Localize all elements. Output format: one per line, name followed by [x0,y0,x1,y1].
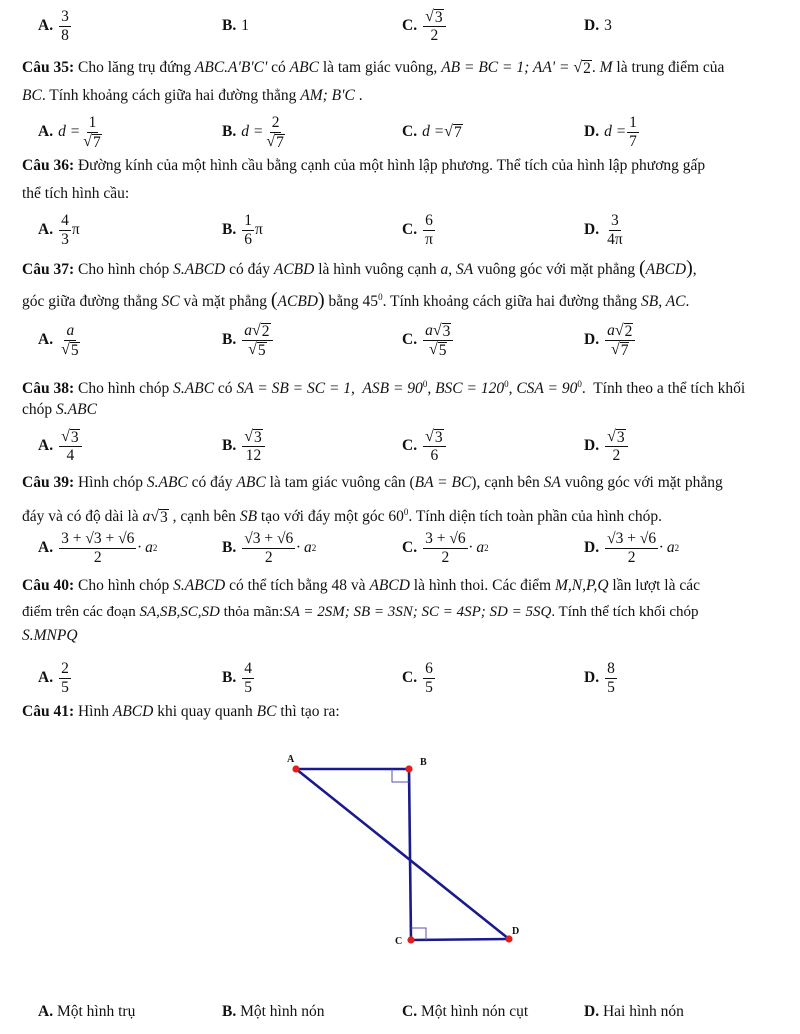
option-c [402,4,447,48]
sqrt: √ 2 [573,59,591,77]
math: M,N,P,Q [554,577,609,594]
math: SA = SB = SC = 1, ASB = 90 [236,380,423,398]
sqrt-arg: 5 [438,341,447,359]
option-text: Hai hình nón [599,1003,684,1020]
option-d [584,656,618,700]
math: d = [422,123,445,140]
denominator: 12 [245,446,262,464]
fraction [627,114,639,151]
option-a [38,990,135,1034]
text: tạo với đáy một góc 60 [257,508,404,526]
option-label: C. [402,123,418,140]
math: SA = 2SM; SB = 3SN; SC = 4SP; SD = 5SQ [283,604,552,620]
degree: 0 [504,379,509,389]
question-label: Câu 37: [22,261,75,278]
option-c [402,656,436,700]
math: SA,SB,SC,SD [139,604,220,620]
sqrt-arg: 3 [434,8,443,26]
denominator: 2 [627,548,636,566]
option-b [222,4,249,48]
math: ABCD [369,577,410,594]
pi: π [254,221,263,238]
option-label: B. [222,539,237,556]
label-a: A [287,754,295,765]
fraction [59,8,71,45]
fraction [59,212,71,249]
option-d [584,110,640,154]
option-a [38,526,157,570]
numerator: 4 [244,659,252,677]
numerator: a [66,321,75,339]
option-c [402,318,454,362]
option-label: C. [402,669,418,686]
question-40-line-1 [22,576,788,596]
text: và mặt phẳng [179,293,271,311]
option-label: B. [222,437,237,454]
denominator: 2 [430,26,439,44]
option-text: Một hình trụ [53,1003,136,1020]
sqrt-arg: 5 [257,341,266,359]
numerator: a [425,321,433,339]
degree: 0 [403,507,409,517]
option-label: A. [38,221,54,238]
sqrt-arg: 3 [254,428,262,446]
denominator: 2 [441,548,450,566]
option-label: A. [38,17,54,34]
option-label: B. [222,669,237,686]
math: SB [239,508,258,526]
numerator: 1 [629,113,637,131]
question-35-line-1 [22,58,788,78]
text: chóp [22,401,57,418]
option-d [584,424,629,468]
numerator: 2 [61,659,69,677]
fraction [423,530,468,567]
sqrt-arg: 3 [616,428,625,446]
option-label: D. [584,17,600,34]
text: điểm trên các đoạn [22,604,140,620]
text: . Tính diện tích toàn phần của hình chóp. [408,508,663,526]
text: Cho lăng trụ đứng [74,59,195,76]
math: BC [256,703,277,720]
fraction [242,212,254,249]
option-label: D. [584,123,600,140]
math: , CSA = 90 [508,380,578,398]
sqrt: √ 7 [444,123,462,141]
question-36-options [0,208,800,252]
edge-ad [296,769,509,939]
option-a [38,208,80,252]
question-36-line-1 [22,156,788,176]
option-label: A. [38,331,54,348]
sqrt-arg: 5 [70,341,79,359]
numerator: 4 [61,211,69,229]
point-b [405,765,412,772]
option-label: C. [402,221,418,238]
geometry-figure [270,740,540,960]
text: . [591,59,600,76]
math: ABC [289,59,319,76]
text: , [692,261,697,278]
fraction [605,530,658,567]
text: Cho hình chóp [74,261,174,278]
sqrt-arg: 7 [276,133,284,151]
option-b [222,990,325,1034]
math: , BSC = 120 [427,380,505,398]
option-label: D. [584,221,600,238]
sqrt: √ 3 [150,508,168,527]
denominator: 6 [430,446,439,464]
math: ABCD [112,703,154,720]
text: thì tạo ra: [276,703,340,720]
option-c [402,208,436,252]
text: có [267,59,290,76]
fraction: 1 √ 7 [83,113,101,151]
question-37-line-2: góc giữa đường thẳng SC và mặt phẳng (ACBD) bằng $45^0$. Tính khoảng cách giữa hai đường thẳng SB, AC. [22,289,690,312]
question-39-line-2 [22,502,788,527]
question-40-line-2 [22,602,788,622]
math: BC [22,87,42,104]
denominator: 4 [66,446,75,464]
math: d = [604,123,627,140]
option-label: A. [38,123,54,140]
question-40-options [0,656,800,700]
degree: 0 [577,379,582,389]
option-label: C. [402,539,418,556]
text: góc giữa đường thẳng [22,293,162,311]
denominator: 5 [61,678,69,696]
sqrt-arg: 2 [261,322,270,340]
numerator: 6 [425,659,433,677]
option-text: Một hình nón cụt [417,1003,529,1020]
edge-bc [409,769,411,940]
question-label: Câu 40: [22,577,75,594]
option-label: B. [222,1003,237,1020]
text: , [448,261,456,278]
question-label: Câu 39: [22,474,75,491]
denominator: 2 [612,446,621,464]
text: Đường kính của một hình cầu bằng cạnh của một hình lập phương. Thể tích của hình lập phương gấp [74,157,706,174]
fraction: a √ 2 √ 5 [242,322,272,359]
exponent: 2 [484,543,489,553]
math: SA [455,261,474,278]
sqrt-arg: 3 [160,509,168,527]
option-a [38,318,83,362]
option-d [584,208,626,252]
text: thỏa mãn: [219,604,284,620]
option-label: C. [402,1003,418,1020]
label-b: B [420,757,427,768]
question-35-options [0,110,800,154]
figure-edges [296,769,509,940]
math: S.ABC [56,401,97,418]
denominator: 7 [629,132,637,150]
text: có đáy [225,261,274,278]
math: SB, AC [641,293,686,311]
option-a [38,110,105,154]
sqrt-arg: 2 [624,322,633,340]
fraction [605,660,617,697]
numerator: 3 + √6 [425,529,466,547]
denominator: 6 [244,230,252,248]
question-label: Câu 35: [22,59,75,76]
option-label: A. [38,539,54,556]
fraction: √ 3 12 [242,428,265,465]
text: khi quay quanh [153,703,257,720]
math: d = [241,123,264,140]
sqrt-arg: 3 [442,322,451,340]
math: ABCD [645,261,687,278]
text: thể tích hình cầu: [22,185,130,202]
label-c: C [395,936,403,947]
sqrt-arg: 7 [92,133,101,151]
option-b [222,208,263,252]
question-39-line-1 [22,473,788,493]
fraction [423,8,446,45]
option-c [402,110,463,154]
exponent: 2 [311,543,317,553]
option-label: D. [584,539,600,556]
math: S.ABCD [173,261,226,278]
math: a [142,508,151,526]
fraction [423,212,435,249]
option-label: A. [38,437,54,454]
option-a [38,424,83,468]
option-label: C. [402,17,418,34]
numerator: √3 + √6 [244,529,294,547]
option-value: 1 [241,17,249,34]
fraction: √ 3 6 [423,428,446,465]
option-b [222,656,255,700]
option-c [402,424,447,468]
exponent: 2 [152,543,158,553]
question-39-options [0,526,800,570]
fraction: a √ 3 √ 5 [423,322,453,359]
pi: π [71,221,80,238]
fraction: √ 3 2 [605,428,628,465]
sqrt-arg: 7 [620,341,629,359]
denominator: 2 [264,548,273,566]
option-value: 3 [604,17,612,34]
numerator: 3 + √3 + √6 [61,529,135,547]
text: Cho hình chóp [74,577,174,594]
text: Hình chóp [74,474,147,491]
option-d [584,318,636,362]
math: S.ABC [146,474,188,491]
math: M [599,59,613,76]
text: Cho hình chóp [74,380,174,398]
math: ACBD [273,261,315,278]
sqrt-arg: 3 [434,428,443,446]
text: ), cạnh bên [471,474,544,491]
denominator: 5 [425,678,433,696]
numerator: a [607,321,615,339]
question-37-options [0,318,800,362]
denominator: 2 [93,548,102,566]
numerator: 6 [425,211,433,229]
denominator: 4π [607,230,623,248]
label-d: D [512,926,520,937]
math: S.ABC [173,380,215,398]
text: là tam giác vuông, [318,59,442,76]
option-label: C. [402,437,418,454]
option-c [402,526,489,570]
point-a [292,765,299,772]
option-text: Một hình nón [236,1003,325,1020]
option-label: D. [584,437,600,454]
degree: 0 [422,379,428,389]
option-c [402,990,528,1034]
denominator: 5 [607,678,615,696]
option-d [584,526,679,570]
question-label: Câu 36: [22,157,75,174]
point-c [407,936,414,943]
numerator: a [244,321,252,339]
question-38-options [0,424,800,468]
text: . Tính thể tích khối chóp [551,604,699,620]
denominator: 5 [244,678,252,696]
option-label: B. [222,331,237,348]
math: SA [543,474,561,491]
text: có đáy [187,474,237,491]
option-label: A. [38,1003,54,1020]
question-41-options [0,990,800,1034]
option-label: A. [38,669,54,686]
fraction: 2 √ 7 [266,113,284,151]
option-label: B. [222,17,237,34]
option-a [38,656,72,700]
option-b [222,526,316,570]
fraction [423,660,435,697]
math: a [440,261,449,278]
question-38-line-1 [22,374,788,399]
denominator: π [425,230,433,248]
option-label: D. [584,1003,600,1020]
math: AB = BC = 1; AA' = [441,59,574,76]
math: AM; B'C [300,87,355,104]
math: BA = BC [414,474,472,491]
math: S.MNPQ [22,627,78,644]
sqrt-arg: 2 [583,60,591,77]
math: · a [659,539,675,556]
numerator: √3 + √6 [607,529,657,547]
question-35-line-2 [22,86,788,106]
text: . Tính khoảng cách giữa hai đường thẳng [41,87,301,104]
option-label: B. [222,123,237,140]
math: d = [58,123,81,140]
math: ABC.A'B'C' [194,59,268,76]
text: bằng 45 [324,293,379,311]
math: S.ABCD [173,577,226,594]
text: vuông góc với mặt phẳng [473,261,639,278]
math: ACBD [277,293,318,311]
text: lần lượt là các [608,577,701,594]
top-options [0,4,800,48]
fraction: a √ 2 √ 7 [605,322,635,359]
option-b [222,424,266,468]
text: vuông góc với mặt phẳng [560,474,723,491]
option-label: C. [402,331,418,348]
text: là tam giác vuông cân ( [265,474,415,491]
text: , cạnh bên [168,508,240,526]
question-36-line-2 [22,184,788,204]
text: Hình [74,703,113,720]
question-40-line-3 [22,626,788,646]
option-label: B. [222,221,237,238]
question-38-line-2 [22,400,788,420]
question-label: Câu 38: [22,380,75,398]
fraction [242,660,254,697]
text: là hình thoi. Các điểm [409,577,555,594]
sqrt-arg: 7 [453,124,462,141]
text: . Tính theo a thể tích khối [581,380,746,398]
denominator: 8 [61,26,69,44]
numerator: 3 [61,7,69,25]
numerator: 3 [610,211,619,229]
math: ABC [236,474,266,491]
math: SC [161,293,180,311]
fraction [242,530,295,567]
numerator: 1 [88,113,97,131]
option-a [38,4,72,48]
question-41-line-1 [22,702,788,722]
text: có thể tích bằng 48 và [225,577,370,594]
math: · a [468,539,485,556]
degree: 0 [378,292,383,302]
option-d [584,4,612,48]
fraction [605,212,625,249]
option-label: D. [584,331,600,348]
fraction [59,530,136,567]
fraction: √ 3 4 [59,428,82,465]
text: là hình vuông cạnh [314,261,441,278]
question-label: Câu 41: [22,703,75,720]
option-b [222,318,274,362]
numerator: 8 [607,659,615,677]
fraction [59,660,71,697]
numerator: 1 [244,211,252,229]
question-37-line-1: Câu 37: Cho hình chóp S.ABCD có đáy ACBD là hình vuông cạnh a, SA vuông góc với mặt phẳng (ABCD), [22,257,697,279]
math: · a [296,539,312,556]
math: · a [137,539,153,556]
text: . Tính khoảng cách giữa hai đường thẳng [382,293,642,311]
text: là trung điểm của [612,59,725,76]
option-b [222,110,288,154]
text: có [214,380,237,398]
option-d [584,990,684,1034]
numerator: 2 [271,113,280,131]
fraction: a √ 5 [61,321,79,359]
option-label: D. [584,669,600,686]
text: đáy và có độ dài là [22,508,143,526]
text: . [685,293,690,311]
sqrt-arg: 3 [70,428,79,446]
exponent: 2 [674,543,680,553]
sqrt: √ 3 [425,7,443,26]
denominator: 3 [61,230,69,248]
text: . [354,87,363,104]
